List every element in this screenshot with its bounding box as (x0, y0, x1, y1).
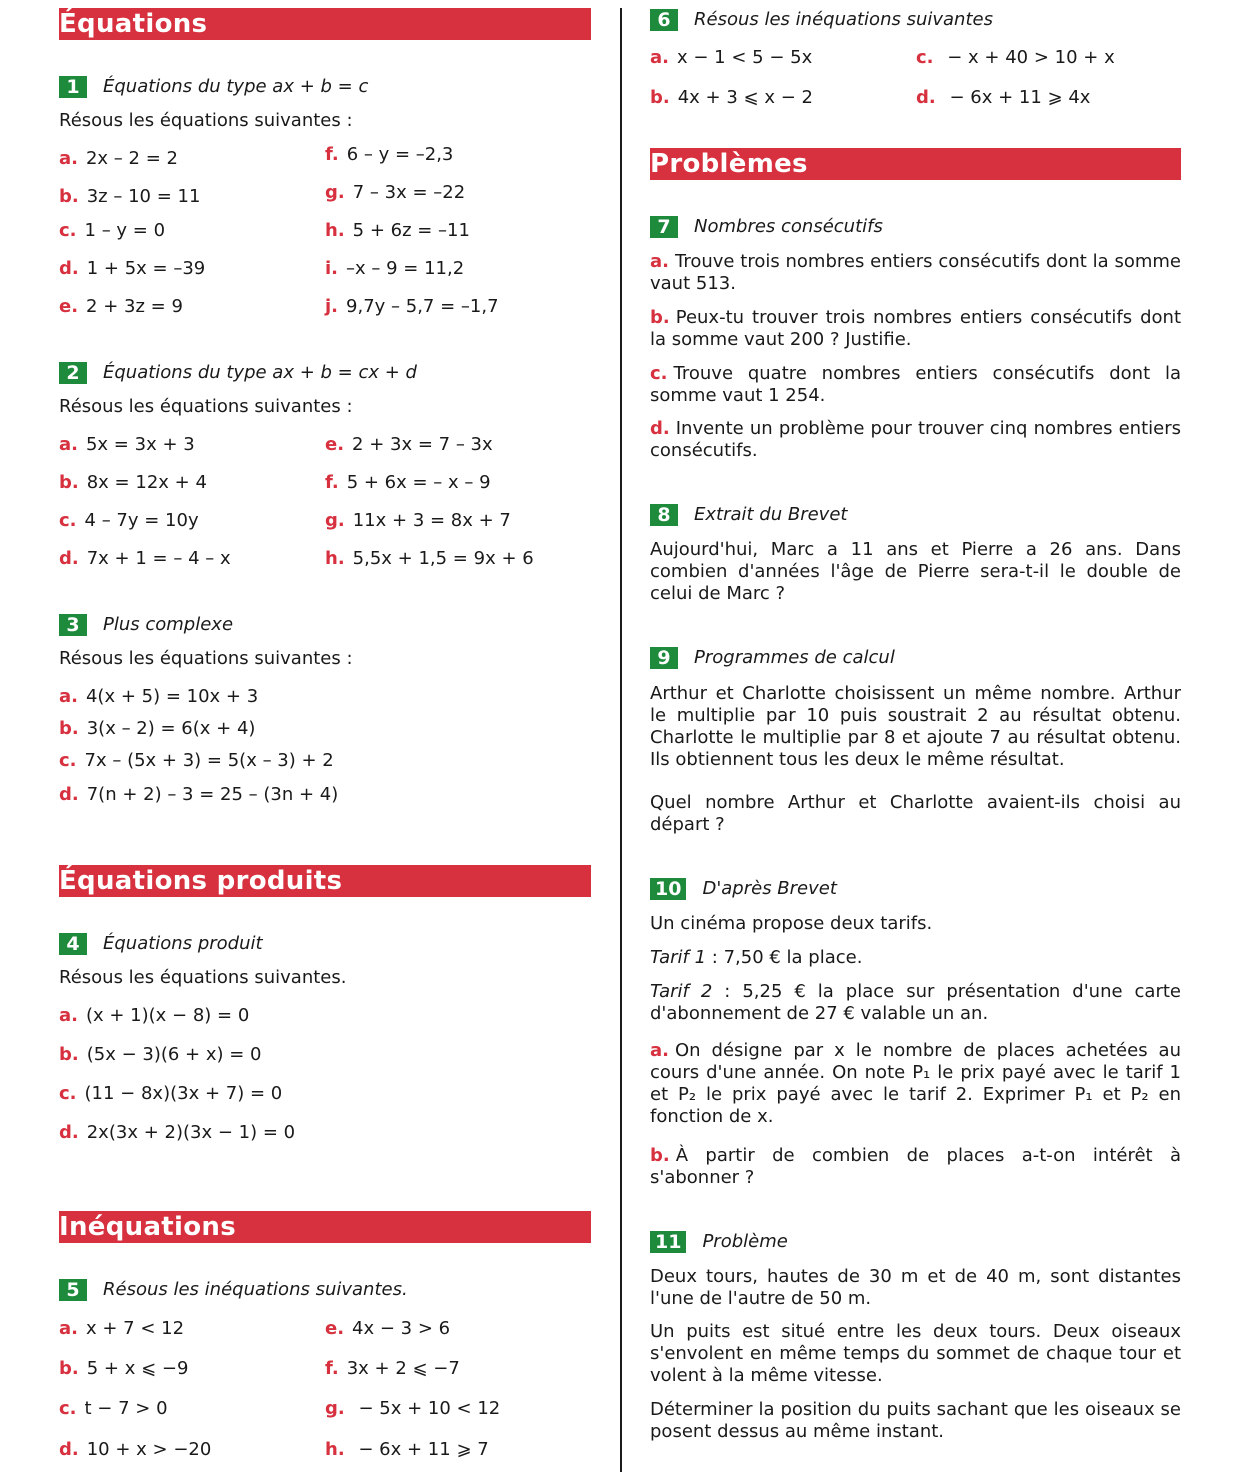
list-item: b. 4x + 3 ⩽ x − 2 (650, 87, 813, 108)
tarif-1: Tarif 1 : 7,50 € la place. (650, 947, 863, 968)
list-item: b. 3z – 10 = 11 (59, 186, 201, 207)
list-item: i. –x – 9 = 11,2 (325, 258, 465, 279)
list-item: f. 3x + 2 ⩽ −7 (325, 1358, 460, 1379)
question-paragraph: c. Trouve quatre nombres entiers consécutifs dont la somme vaut 1 254. (650, 363, 1181, 406)
list-item: d. 7x + 1 = – 4 – x (59, 548, 231, 569)
exercise-instruction: Résous les équations suivantes : (59, 110, 353, 131)
exercise-number: 7 (650, 216, 678, 238)
list-item: f. 6 – y = –2,3 (325, 144, 454, 165)
exercise-number: 3 (59, 614, 87, 636)
exercise-number: 9 (650, 647, 678, 669)
list-item: h. 5,5x + 1,5 = 9x + 6 (325, 548, 534, 569)
list-item: c. (11 − 8x)(3x + 7) = 0 (59, 1083, 283, 1104)
list-item: d. − 6x + 11 ⩾ 4x (916, 87, 1091, 108)
exercise-number: 5 (59, 1279, 87, 1301)
exercise-8-heading (650, 504, 847, 526)
list-item: f. 5 + 6x = – x – 9 (325, 472, 491, 493)
exercise-7-heading (650, 216, 883, 238)
exercise-title: Extrait du Brevet (694, 504, 848, 525)
section-header-inequations: Inéquations (59, 1211, 591, 1243)
list-item: g. 11x + 3 = 8x + 7 (325, 510, 511, 531)
list-item: c. − x + 40 > 10 + x (916, 47, 1115, 68)
exercise-1-heading (59, 76, 368, 98)
list-item: c. 7x – (5x + 3) = 5(x – 3) + 2 (59, 750, 334, 771)
list-item: e. 4x − 3 > 6 (325, 1318, 451, 1339)
list-item: d. 10 + x > −20 (59, 1439, 212, 1460)
problem-text: Un puits est situé entre les deux tours. Deux oiseaux s'envolent en même temps du sommet de chaque tour et volent à la même vitesse. (650, 1321, 1181, 1386)
list-item: g. − 5x + 10 < 12 (325, 1398, 501, 1419)
exercise-title: Problème (702, 1231, 788, 1252)
list-item: a. x + 7 < 12 (59, 1318, 185, 1339)
list-item: j. 9,7y – 5,7 = –1,7 (325, 296, 499, 317)
exercise-instruction: Résous les équations suivantes : (59, 648, 353, 669)
exercise-number: 2 (59, 362, 87, 384)
exercise-title: Nombres consécutifs (694, 216, 883, 237)
section-header-equations-produits: Équations produits (59, 865, 591, 897)
exercise-instruction: Résous les équations suivantes : (59, 396, 353, 417)
exercise-number: 11 (650, 1231, 686, 1253)
exercise-number: 8 (650, 504, 678, 526)
list-item: g. 7 – 3x = –22 (325, 182, 466, 203)
problem-intro: Un cinéma propose deux tarifs. (650, 913, 933, 934)
list-item: b. 5 + x ⩽ −9 (59, 1358, 189, 1379)
exercise-number: 10 (650, 878, 686, 900)
problem-text: Aujourd'hui, Marc a 11 ans et Pierre a 26 ans. Dans combien d'années l'âge de Pierre sera-t-il le double de celui de Marc ? (650, 539, 1181, 604)
exercise-number: 1 (59, 76, 87, 98)
exercise-9-heading (650, 647, 895, 669)
exercise-title: Résous les inéquations suivantes (694, 9, 993, 30)
exercise-title: Programmes de calcul (694, 647, 895, 668)
list-item: a. (x + 1)(x − 8) = 0 (59, 1005, 250, 1026)
tarif-2: Tarif 2 : 5,25 € la place sur présentation d'une carte d'abonnement de 27 € valable un an. (650, 981, 1181, 1024)
exercise-4-heading (59, 933, 263, 955)
list-item: h. 5 + 6z = –11 (325, 220, 470, 241)
exercise-number: 4 (59, 933, 87, 955)
problem-question: Déterminer la position du puits sachant que les oiseaux se posent dessus au même instant. (650, 1399, 1181, 1442)
question-paragraph: d. Invente un problème pour trouver cinq nombres entiers consécutifs. (650, 418, 1181, 461)
list-item: b. 8x = 12x + 4 (59, 472, 207, 493)
list-item: c. t − 7 > 0 (59, 1398, 168, 1419)
exercise-title: Équations du type ax + b = cx + d (103, 362, 417, 383)
list-item: a. 4(x + 5) = 10x + 3 (59, 686, 259, 707)
list-item: e. 2 + 3z = 9 (59, 296, 183, 317)
exercise-title: Plus complexe (103, 614, 234, 635)
list-item: d. 7(n + 2) – 3 = 25 – (3n + 4) (59, 784, 339, 805)
problem-text: Deux tours, hautes de 30 m et de 40 m, sont distantes l'une de l'autre de 50 m. (650, 1266, 1181, 1309)
list-item: b. 3(x – 2) = 6(x + 4) (59, 718, 256, 739)
list-item: b. (5x − 3)(6 + x) = 0 (59, 1044, 262, 1065)
column-divider (620, 8, 622, 1472)
exercise-title: Résous les inéquations suivantes. (103, 1279, 408, 1300)
list-item: a. x − 1 < 5 − 5x (650, 47, 813, 68)
exercise-number: 6 (650, 9, 678, 31)
list-item: a. 2x – 2 = 2 (59, 148, 178, 169)
question-paragraph: b. Peux-tu trouver trois nombres entiers consécutifs dont la somme vaut 200 ? Justifie. (650, 307, 1181, 350)
problem-text: Arthur et Charlotte choisissent un même nombre. Arthur le multiplie par 10 puis soustrait 2 au résultat obtenu. Charlotte le multiplie par 8 et ajoute 7 au résultat obtenu. Ils obtiennent tous les deux le même résultat. (650, 683, 1181, 770)
exercise-instruction: Résous les équations suivantes. (59, 967, 347, 988)
list-item: e. 2 + 3x = 7 – 3x (325, 434, 493, 455)
exercise-title: Équations produit (103, 933, 263, 954)
exercise-5-heading (59, 1279, 408, 1301)
exercise-title: D'après Brevet (702, 878, 837, 899)
list-item: h. − 6x + 11 ⩾ 7 (325, 1439, 489, 1460)
question-paragraph: b. À partir de combien de places a-t-on intérêt à s'abonner ? (650, 1145, 1181, 1188)
exercise-title: Équations du type ax + b = c (103, 76, 369, 97)
list-item: d. 2x(3x + 2)(3x − 1) = 0 (59, 1122, 296, 1143)
section-header-problemes: Problèmes (650, 148, 1181, 180)
exercise-2-heading (59, 362, 417, 384)
list-item: c. 4 – 7y = 10y (59, 510, 199, 531)
list-item: a. 5x = 3x + 3 (59, 434, 195, 455)
list-item: d. 1 + 5x = –39 (59, 258, 206, 279)
list-item: c. 1 – y = 0 (59, 220, 166, 241)
problem-question: Quel nombre Arthur et Charlotte avaient-ils choisi au départ ? (650, 792, 1181, 835)
exercise-3-heading (59, 614, 233, 636)
question-paragraph: a. On désigne par x le nombre de places achetées au cours d'une année. On note P₁ le prix payé avec le tarif 1 et P₂ le prix payé avec le tarif 2. Exprimer P₁ et P₂ en fonction de x. (650, 1040, 1181, 1127)
exercise-10-heading (650, 878, 837, 900)
section-header-equations: Équations (59, 8, 591, 40)
question-paragraph: a. Trouve trois nombres entiers consécutifs dont la somme vaut 513. (650, 251, 1181, 294)
exercise-11-heading (650, 1231, 788, 1253)
exercise-6-heading (650, 9, 993, 31)
